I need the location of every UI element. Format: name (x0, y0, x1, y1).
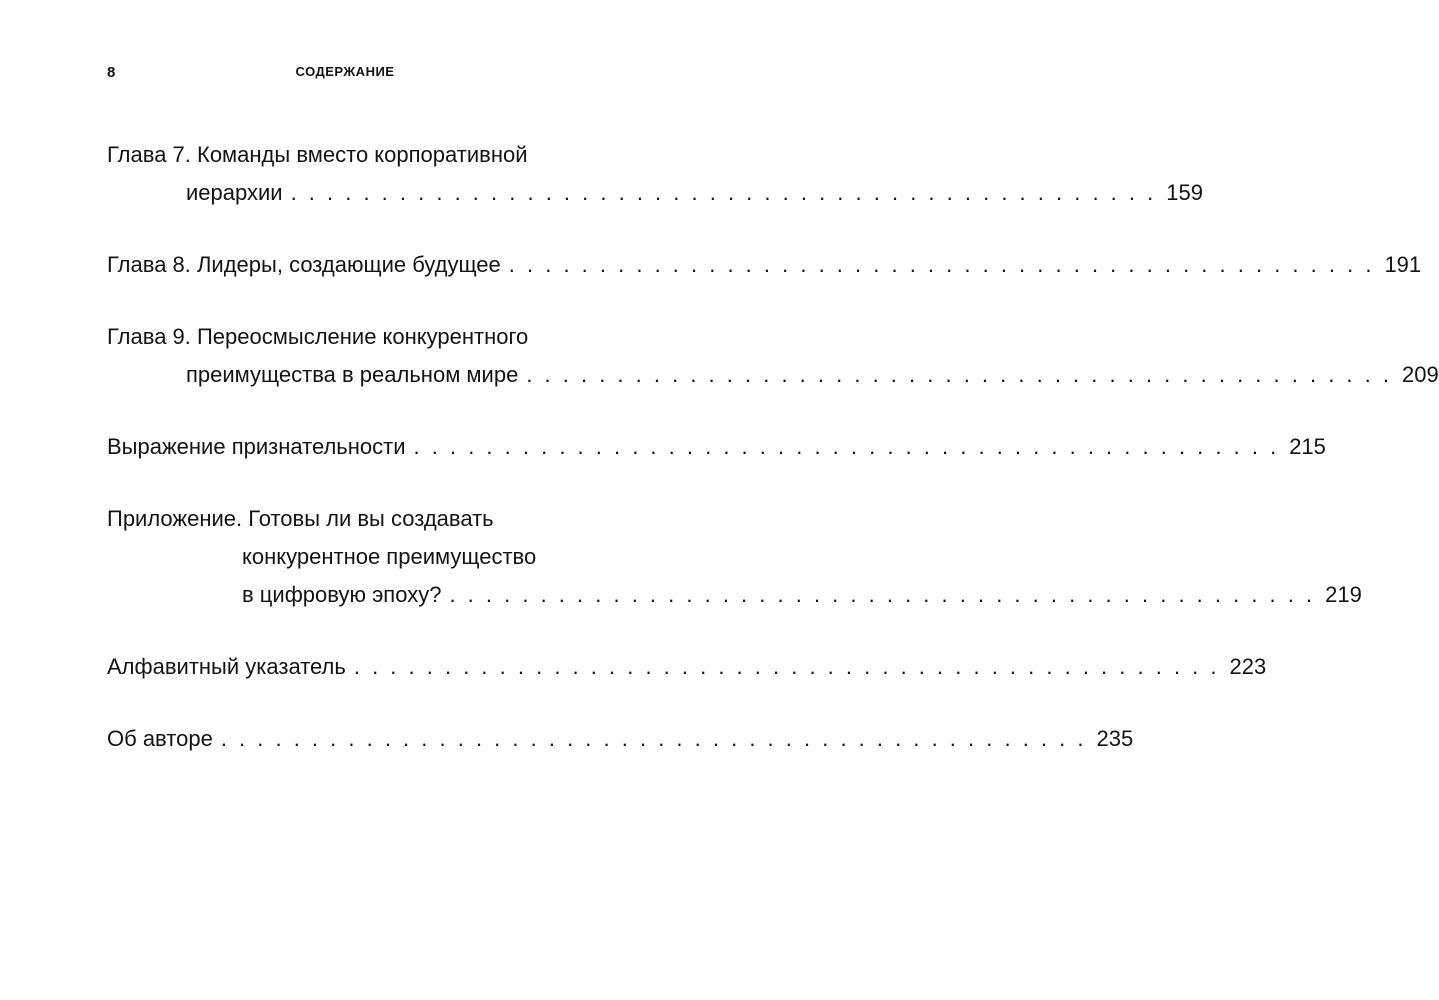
toc-line (107, 500, 607, 538)
toc-page-number: 191 (1384, 252, 1422, 277)
toc-page-number: 159 (1166, 180, 1203, 205)
running-head-title: СОДЕРЖАНИЕ (295, 64, 395, 79)
toc-line (107, 538, 607, 576)
toc-entry-title: Глава 8. Лидеры, создающие будущее (107, 252, 501, 277)
table-of-contents (107, 136, 1439, 758)
toc-entry-title-cont: в цифровую эпоху? (242, 582, 442, 607)
toc-line (107, 576, 1362, 614)
toc-entry-title: Об авторе (107, 726, 213, 751)
toc-line (107, 720, 1134, 758)
toc-line (107, 356, 1439, 394)
toc-page-number: 235 (1096, 726, 1134, 751)
toc-entry-title: Глава 7. Команды вместо корпоративной (107, 142, 528, 167)
dot-leader: . . . . . . . . . . . . . . . . . . . . . . . . . . . . . . . . . . . . . . . . . . . . . . . . (413, 434, 1280, 459)
toc-entry-acknowledgements (107, 428, 1326, 466)
toc-entry-index (107, 648, 1267, 686)
toc-line (107, 136, 607, 174)
toc-page-number: 209 (1401, 362, 1439, 387)
page-number: 8 (107, 64, 116, 81)
dot-leader: . . . . . . . . . . . . . . . . . . . . . . . . . . . . . . . . . . . . . . . . . . . . . . . . (290, 180, 1157, 205)
toc-entry-title: Приложение. Готовы ли вы создавать (107, 506, 494, 531)
toc-line (107, 318, 607, 356)
toc-line (107, 246, 1422, 284)
toc-entry-about-author (107, 720, 1134, 758)
dot-leader: . . . . . . . . . . . . . . . . . . . . . . . . . . . . . . . . . . . . . . . . . . . . . . . . (526, 362, 1392, 387)
page-header (0, 58, 690, 88)
dot-leader: . . . . . . . . . . . . . . . . . . . . . . . . . . . . . . . . . . . . . . . . . . . . . . . . (353, 654, 1220, 679)
dot-leader: . . . . . . . . . . . . . . . . . . . . . . . . . . . . . . . . . . . . . . . . . . . . . . . . (449, 582, 1316, 607)
toc-page-number: 223 (1229, 654, 1267, 679)
dot-leader: . . . . . . . . . . . . . . . . . . . . . . . . . . . . . . . . . . . . . . . . . . . . . . . . (508, 252, 1375, 277)
toc-entry-chapter-8 (107, 246, 1422, 284)
toc-entry-title-cont: конкурентное преимущество (242, 544, 537, 569)
toc-line (107, 174, 1203, 212)
toc-page-number: 215 (1289, 434, 1326, 459)
dot-leader: . . . . . . . . . . . . . . . . . . . . . . . . . . . . . . . . . . . . . . . . . . . . . . . . (220, 726, 1087, 751)
toc-entry-chapter-9 (107, 318, 1439, 394)
toc-page-number: 219 (1325, 582, 1362, 607)
toc-entry-title: Глава 9. Переосмысление конкурентного (107, 324, 529, 349)
toc-entry-title-cont: иерархии (186, 180, 283, 205)
toc-entry-appendix (107, 500, 1362, 614)
toc-entry-title: Выражение признательности (107, 434, 406, 459)
toc-entry-chapter-7 (107, 136, 1203, 212)
toc-line (107, 648, 1267, 686)
toc-line (107, 428, 1326, 466)
toc-entry-title-cont: преимущества в реальном мире (186, 362, 519, 387)
toc-entry-title: Алфавитный указатель (107, 654, 346, 679)
